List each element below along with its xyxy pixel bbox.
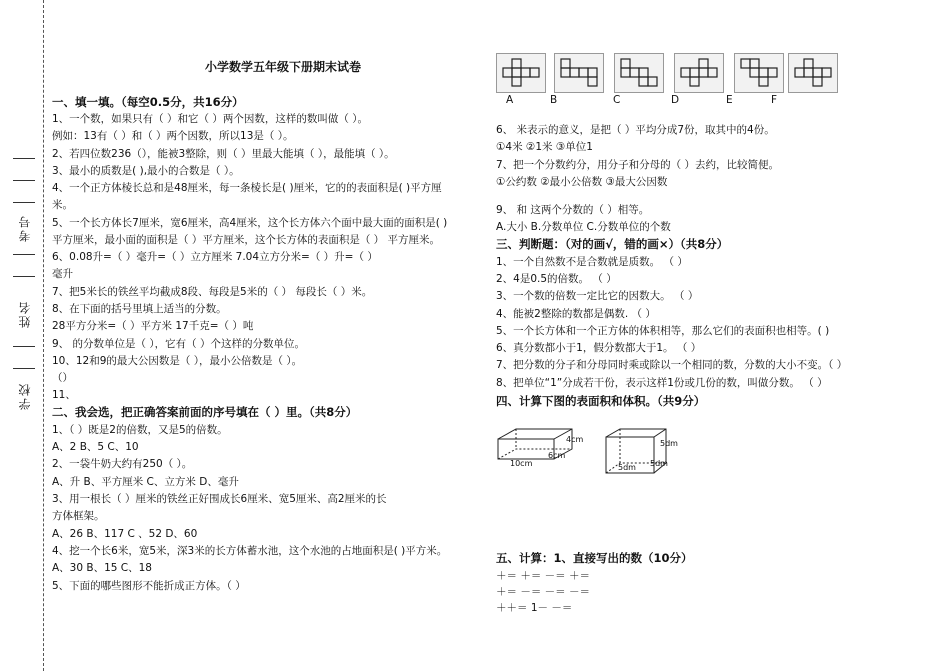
binding-school-label: 学校	[18, 382, 32, 410]
shape-label: F	[771, 94, 778, 106]
binding-line	[13, 254, 35, 255]
section-5-heading: 五、计算：1、直接写出的数（10分）	[496, 551, 693, 565]
binding-line	[13, 180, 35, 181]
cube-net-e	[734, 53, 784, 93]
q-line: 4、一个正方体棱长总和是48厘米，每一条棱长是( )厘米，它的的表面积是( )平方厘	[52, 182, 442, 194]
q-line: ①公约数 ②最小公倍数 ③最大公因数	[496, 176, 668, 188]
q-line: 平方厘米，最小面的面积是（ ）平方厘米，这个长方体的表面积是（ ） 平方厘米。	[52, 234, 441, 246]
cuboid-width-label: 10cm	[510, 459, 533, 468]
cube-net-c	[614, 53, 664, 93]
q-line: 6、 米表示的意义，是把（ ）平均分成7份，取其中的4份。	[496, 124, 775, 136]
q-line: ①4米 ②1米 ③单位1	[496, 141, 593, 153]
shape-label: E	[726, 94, 733, 106]
q-line: 9、 和 这两个分数的（ ）相等。	[496, 204, 650, 216]
q-line: 4、挖一个长6米，宽5米，深3米的长方体蓄水池，这个水池的占地面积是( )平方米。	[52, 545, 448, 557]
q-line: 米。	[52, 199, 73, 211]
q-line: 3、用一根长（ ）厘米的铁丝正好围成长6厘米、宽5厘米、高2厘米的长	[52, 493, 387, 505]
cube-height-label: 5dm	[660, 439, 678, 448]
q-line: 28平方分米=（ ）平方米 17千克=（ ）吨	[52, 320, 254, 332]
cube-net-figures	[496, 53, 836, 93]
q-line: 7、把5米长的铁丝平均截成8段、每段是5米的（ ） 每段长（ ）米。	[52, 286, 373, 298]
cuboid-drawing	[496, 425, 578, 465]
binding-line	[13, 276, 35, 277]
cube-net-b	[554, 53, 604, 93]
judge-line: 1、一个自然数不是合数就是质数。 （ ）	[496, 256, 688, 268]
q-line: A.大小 B.分数单位 C.分数单位的个数	[496, 221, 671, 233]
q-line: 1、（ ）既是2的倍数，又是5的倍数。	[52, 424, 228, 436]
judge-line: 3、一个数的倍数一定比它的因数大。 （ ）	[496, 290, 699, 302]
q-line: A、26 B、117 C 、52 D、60	[52, 528, 198, 540]
cuboid-figure	[496, 425, 584, 469]
cube-figure	[604, 425, 696, 479]
judge-line: 4、能被2整除的数都是偶数. （ ）	[496, 308, 656, 320]
binding-dashed-line	[43, 0, 44, 671]
q-line: 11、	[52, 389, 76, 401]
cuboid-depth-label: 6cm	[548, 451, 566, 460]
cuboid-height-label: 4cm	[566, 435, 584, 444]
q-line: 5、一个长方体长7厘米，宽6厘米，高4厘米，这个长方体六个面中最大面的面积是( )	[52, 217, 448, 229]
section-3-heading: 三、判断题：（对的画√，错的画×）（共8分）	[496, 237, 729, 251]
section-1-heading: 一、填一填。（每空0.5分，共16分）	[52, 95, 244, 109]
q-line: 10、12和9的最大公因数是（ ），最小公倍数是（ ）。	[52, 355, 303, 367]
q-line: 8、在下面的括号里填上适当的分数。	[52, 303, 227, 315]
q-line: 2、若四位数236（），能被3整除，则（ ）里最大能填（ ），最能填（ ）。	[52, 148, 395, 160]
q-line: 9、 的分数单位是（ ），它有（ ）个这样的分数单位。	[52, 338, 305, 350]
q-line: 5、下面的哪些图形不能折成正方体。（ ）	[52, 580, 246, 592]
q-line: A、2 B、5 C、10	[52, 441, 139, 453]
cube-net-d	[674, 53, 724, 93]
binding-line	[13, 346, 35, 347]
judge-line: 7、把分数的分子和分母同时乘或除以一个相同的数，分数的大小不变。（ ）	[496, 359, 848, 371]
binding-line	[13, 368, 35, 369]
calc-line: ＋＝ ＋＝ －＝ ＋＝	[496, 570, 591, 582]
q-line: （）	[52, 372, 73, 384]
q-line: A、30 B、15 C、18	[52, 562, 152, 574]
binding-margin	[10, 150, 40, 430]
q-line: A、升 B、平方厘米 C、立方米 D、毫升	[52, 476, 239, 488]
shape-label: B	[550, 94, 558, 106]
q-line: 2、一袋牛奶大约有250（ ）。	[52, 458, 193, 470]
q-line: 1、一个数，如果只有（ ）和它（ ）两个因数，这样的数叫做（ ）。	[52, 113, 368, 125]
q-line: 7、把一个分数约分，用分子和分母的（ ）去约，比较简便。	[496, 159, 780, 171]
q-line: 毫升	[52, 268, 73, 280]
shape-label: D	[671, 94, 680, 106]
section-4-heading: 四、计算下图的表面积和体积。（共9分）	[496, 394, 706, 408]
binding-line	[13, 202, 35, 203]
cube-width-label: 5dm	[618, 463, 636, 472]
binding-line	[13, 158, 35, 159]
judge-line: 2、4是0.5的倍数。 （ ）	[496, 273, 617, 285]
shape-label: A	[506, 94, 514, 106]
cube-depth-label: 5dm	[650, 459, 668, 468]
judge-line: 8、把单位“1”分成若干份，表示这样1份或几份的数，叫做分数。 （ ）	[496, 377, 828, 389]
q-line: 例如：13有（ ）和（ ）两个因数，所以13是（ ）。	[52, 130, 294, 142]
judge-line: 5、一个长方体和一个正方体的体积相等，那么它们的表面积也相等。( )	[496, 325, 830, 337]
section-2-heading: 二、我会选，把正确答案前面的序号填在（ ）里。（共8分）	[52, 405, 358, 419]
calc-line: ＋＝ －＝ －＝ －＝	[496, 586, 591, 598]
q-line: 6、0.08升=（ ）毫升=（ ）立方厘米 7.04立方分米=（ ）升=（ ）	[52, 251, 378, 263]
judge-line: 6、真分数都小于1，假分数都大于1。 （ ）	[496, 342, 702, 354]
shape-label: C	[613, 94, 621, 106]
exam-title: 小学数学五年级下册期末试卷	[205, 60, 362, 74]
binding-name-label: 姓名	[18, 300, 32, 328]
cube-net-a	[496, 53, 546, 93]
q-line: 3、最小的质数是( ),最小的合数是（ ）。	[52, 165, 240, 177]
q-line: 方体框架。	[52, 510, 105, 522]
binding-number-label: 考号	[18, 214, 32, 242]
cube-net-f	[788, 53, 838, 93]
calc-line: ＋＋＝ 1－ －＝	[496, 602, 573, 614]
